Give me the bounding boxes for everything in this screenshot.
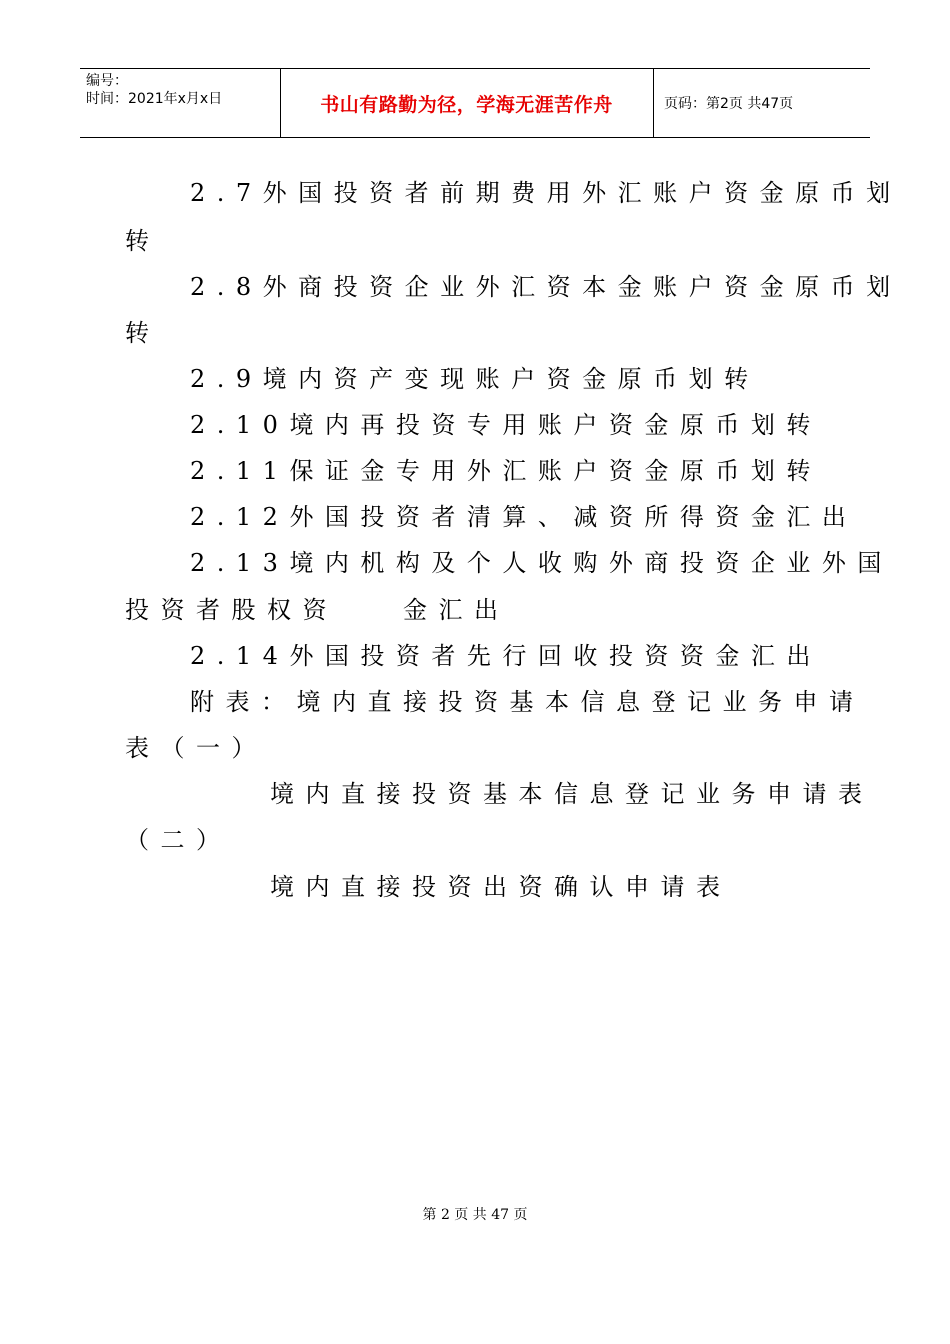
text-line: 2.7外国投资者前期费用外汇账户资金原币划 [190,179,902,207]
header-motto: 书山有路勤为径，学海无涯苦作舟 [320,93,613,116]
text-line: 投资者股权资 [125,596,338,624]
text-line: 2.9境内资产变现账户资金原币划转 [190,365,760,393]
text-line: 2.12外国投资者清算、减资所得资金汇出 [190,503,858,531]
header-meta [86,72,222,108]
header-page-number: 页码：第2页 共47页 [664,96,794,112]
text-line: 附表：境内直接投资基本信息登记业务申请 [190,688,865,716]
text-line: 表（一） [125,734,267,762]
text-line: 转 [125,319,161,347]
number-label: 编号： [86,73,128,89]
text-line: 2.14外国投资者先行回收投资资金汇出 [190,642,822,670]
text-line: 境内直接投资基本信息登记业务申请表 [270,780,874,808]
page-footer: 第 2 页 共 47 页 [422,1207,528,1223]
text-line: 2.13境内机构及个人收购外商投资企业外国 [190,549,893,577]
text-line: 境内直接投资出资确认申请表 [270,873,732,901]
text-line: 2.11保证金专用外汇账户资金原币划转 [190,457,822,485]
text-line: 2.10境内再投资专用账户资金原币划转 [190,411,822,439]
page-header [80,68,870,138]
text-line: （二） [125,826,232,854]
header-divider [653,69,654,137]
text-line: 转 [125,227,161,255]
text-line: 2.8外商投资企业外汇资本金账户资金原币划 [190,273,902,301]
text-line: 金汇出 [403,596,510,624]
date-label: 时间：2021年x月x日 [86,91,223,107]
